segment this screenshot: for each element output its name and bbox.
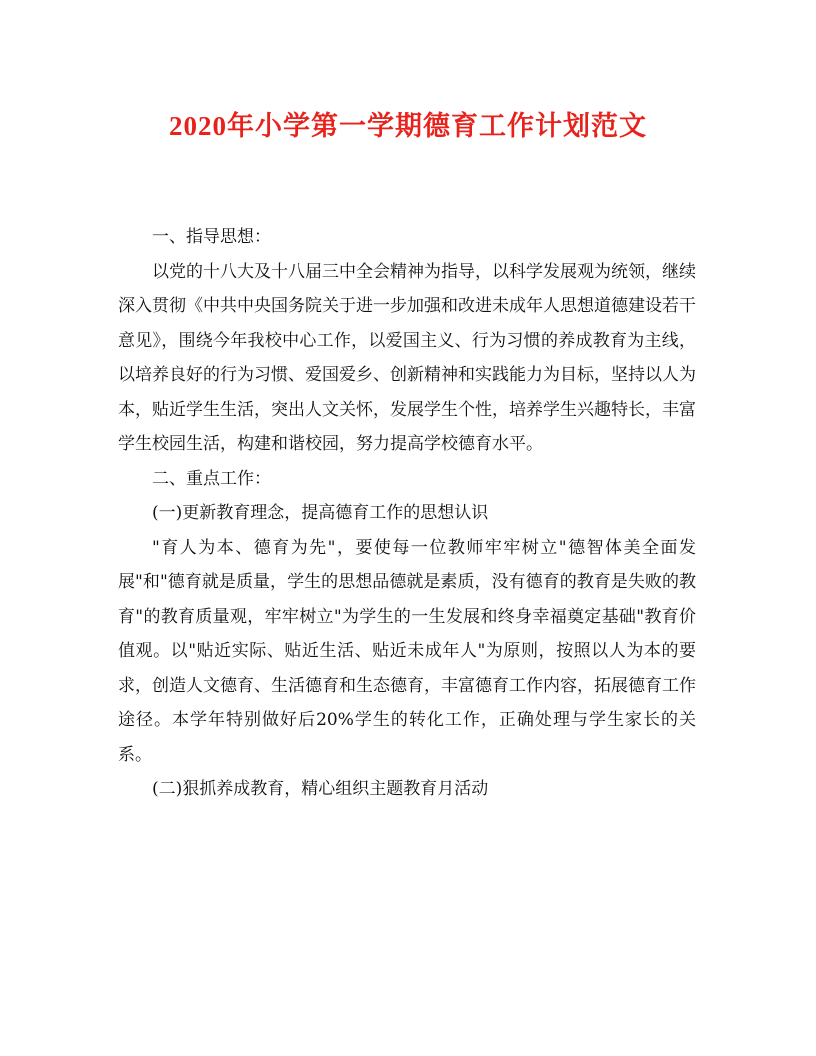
document-body xyxy=(118,220,696,807)
section-heading-guiding-ideology: 一、指导思想： xyxy=(152,227,271,247)
subheading-habit-education: (二)狠抓养成教育，精心组织主题教育月活动 xyxy=(152,779,489,799)
paragraph-guiding-ideology: 以党的十八大及十八届三中全会精神为指导，以科学发展观为统领，继续深入贯彻《中共中央国务院关于进一步加强和改进未成年人思想道德建设若干意见》，围绕今年我校中心工作，以爱国主义、行为习惯的养成教育为主线，以培养良好的行为习惯、爱国爱乡、创新精神和实践能力为目标，坚持以人为本，贴近学生生活，突出人文关怀，发展学生个性，培养学生兴趣特长，丰富学生校园生活，构建和谐校园，努力提高学校德育水平。 xyxy=(118,261,696,454)
document-title: 2020年小学第一学期德育工作计划范文 xyxy=(169,111,647,141)
section-heading-key-work: 二、重点工作： xyxy=(152,468,271,489)
paragraph-update-concepts: "育人为本、德育为先"，要使每一位教师牢牢树立"德智体美全面发展"和"德育就是质量，学生的思想品德就是素质，没有德育的教育是失败的教育"的教育质量观，牢牢树立"为学生的一生发展和终身幸福奠定基础"教育价值观。以"贴近实际、贴近生活、贴近未成年人"为原则，按照以人为本的要求，创造人文德育、生活德育和生态德育，丰富德育工作内容，拓展德育工作途径。本学年特别做好后20%学生的转化工作，正确处理与学生家长的关系。 xyxy=(118,537,696,765)
subheading-update-concepts: (一)更新教育理念，提高德育工作的思想认识 xyxy=(152,503,489,523)
